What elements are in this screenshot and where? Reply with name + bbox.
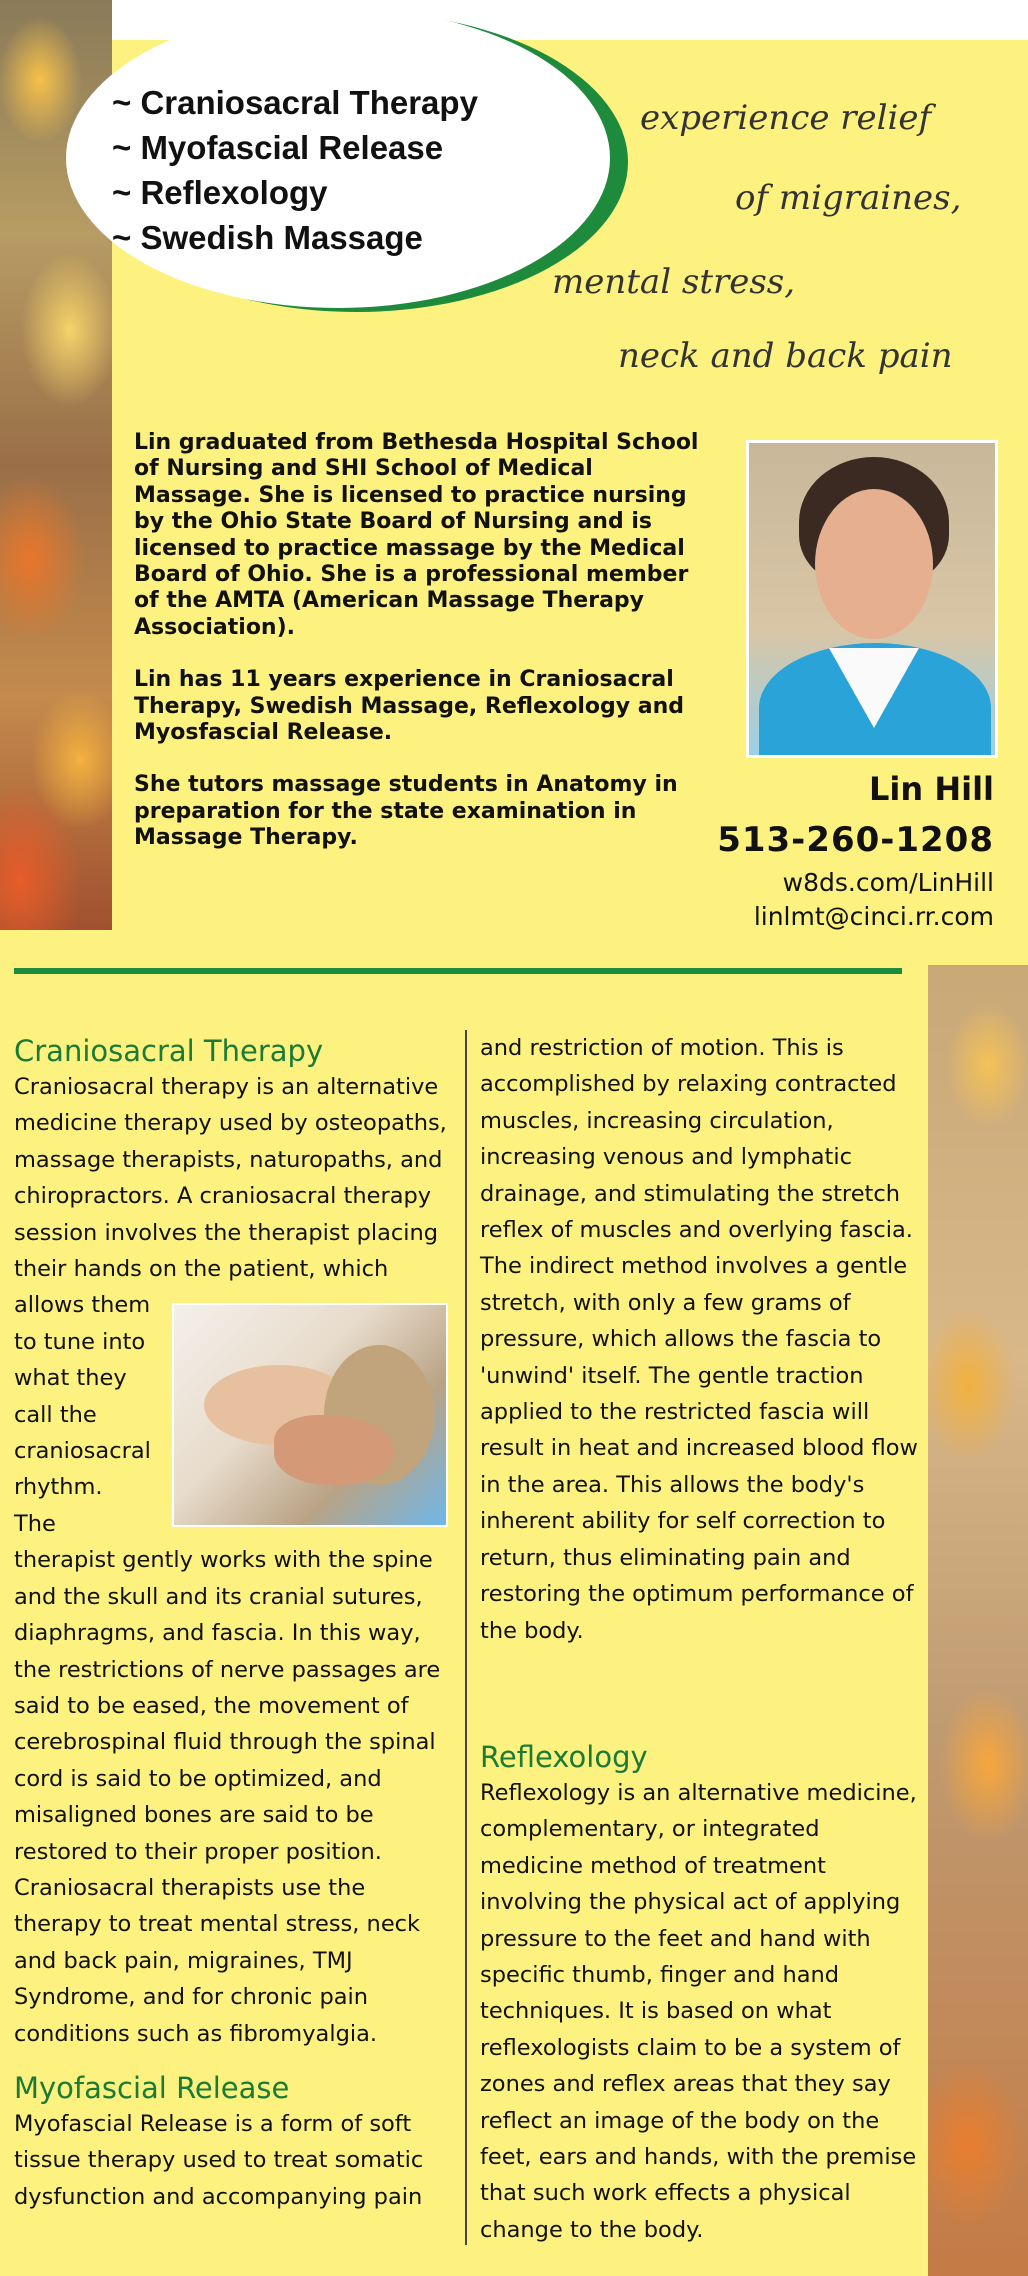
tagline-line-1: experience relief <box>640 98 932 138</box>
myofascial-continued-text: and restriction of motion. This is accomplished by relaxing contracted muscles, increasing circulation, increasing venous and lymphatic drainage, and stimulating the stretch reflex of muscles and overlying fascia. The indirect method involves a gentle stretch, with only a few grams of pressure, which allows the fascia to 'unwind' itself. The gentle traction applied to the restricted fascia will result in heat and increased blood flow in the area. This allows the body's inherent ability for self correction to return, thus eliminating pain and restoring the optimum performance of the body. <box>480 1035 918 1644</box>
services-list <box>112 80 478 260</box>
wrap-line: rhythm. <box>14 1474 103 1501</box>
service-item: ~ Reflexology <box>112 174 328 211</box>
portrait-photo <box>746 440 998 758</box>
craniosacral-text-top: Craniosacral therapy is an alternative medicine therapy used by osteopaths, massage therapists, naturopaths, and chiropractors. A craniosacral therapy session involves the therapist placing their hands on the patient, which <box>14 1074 447 1283</box>
contact-email: linlmt@cinci.rr.com <box>753 902 994 931</box>
autumn-leaves-right-image <box>928 965 1028 2276</box>
bio-text <box>134 430 714 878</box>
tagline-line-4: neck and back pain <box>618 336 953 376</box>
section-divider <box>14 968 902 974</box>
service-item: ~ Swedish Massage <box>112 219 423 256</box>
reflexology-heading: Reflexology <box>480 1739 648 1774</box>
wrap-line: call the <box>14 1401 97 1428</box>
bio-paragraph: Lin has 11 years experience in Craniosacral Therapy, Swedish Massage, Reflexology and Myosfascial Release. <box>134 667 684 746</box>
wrap-line: to tune into <box>14 1328 146 1355</box>
contact-name: Lin Hill <box>869 770 994 808</box>
myofascial-text: Myofascial Release is a form of soft tissue therapy used to treat somatic dysfunction and accompanying pain <box>14 2110 424 2210</box>
left-column <box>14 1033 458 2215</box>
right-column <box>480 1030 920 2248</box>
craniosacral-treatment-photo <box>172 1303 448 1527</box>
bio-paragraph: She tutors massage students in Anatomy in preparation for the state examination in Massage Therapy. <box>134 772 678 851</box>
contact-phone: 513-260-1208 <box>717 820 994 860</box>
column-divider <box>465 1030 467 2245</box>
service-item: ~ Craniosacral Therapy <box>112 84 478 121</box>
wrap-line: craniosacral <box>14 1438 151 1465</box>
myofascial-heading: Myofascial Release <box>14 2070 290 2105</box>
contact-website: w8ds.com/LinHill <box>782 868 994 897</box>
service-item: ~ Myofascial Release <box>112 129 444 166</box>
craniosacral-heading: Craniosacral Therapy <box>14 1034 324 1068</box>
tagline-line-2: of migraines, <box>735 178 962 218</box>
tagline-line-3: mental stress, <box>552 262 796 302</box>
craniosacral-text-bottom: therapist gently works with the spine and the skull and its cranial sutures, diaphragms, and fascia. In this way, the restrictions of nerve passages are said to be eased, the movement of cerebrospinal fluid through the spinal cord is said to be optimized, and misaligned bones are said to be restored to their proper position. Craniosacral therapists use the therapy to treat mental stress, neck and back pain, migraines, TMJ Syndrome, and for chronic pain conditions such as fibromyalgia. <box>14 1547 441 2047</box>
bio-paragraph: Lin graduated from Bethesda Hospital School of Nursing and SHI School of Medical Massage. She is licensed to practice nursing by the Ohio State Board of Nursing and is licensed to practice massage by the Medical Board of Ohio. She is a professional member of the AMTA (American Massage Therapy Association). <box>134 430 699 640</box>
craniosacral-wrap-text <box>14 1287 164 1542</box>
wrap-line: what they <box>14 1365 127 1392</box>
wrap-line: The <box>14 1510 56 1537</box>
wrap-line: allows them <box>14 1292 151 1319</box>
reflexology-text: Reflexology is an alternative medicine, complementary, or integrated medicine method of treatment involving the physical act of applying pressure to the feet and hand with specific thumb, finger and hand techniques. It is based on what reflexologists claim to be a system of zones and reflex areas that they say reflect an image of the body on the feet, ears and hands, with the premise that such work effects a physical change to the body. <box>480 1779 917 2243</box>
